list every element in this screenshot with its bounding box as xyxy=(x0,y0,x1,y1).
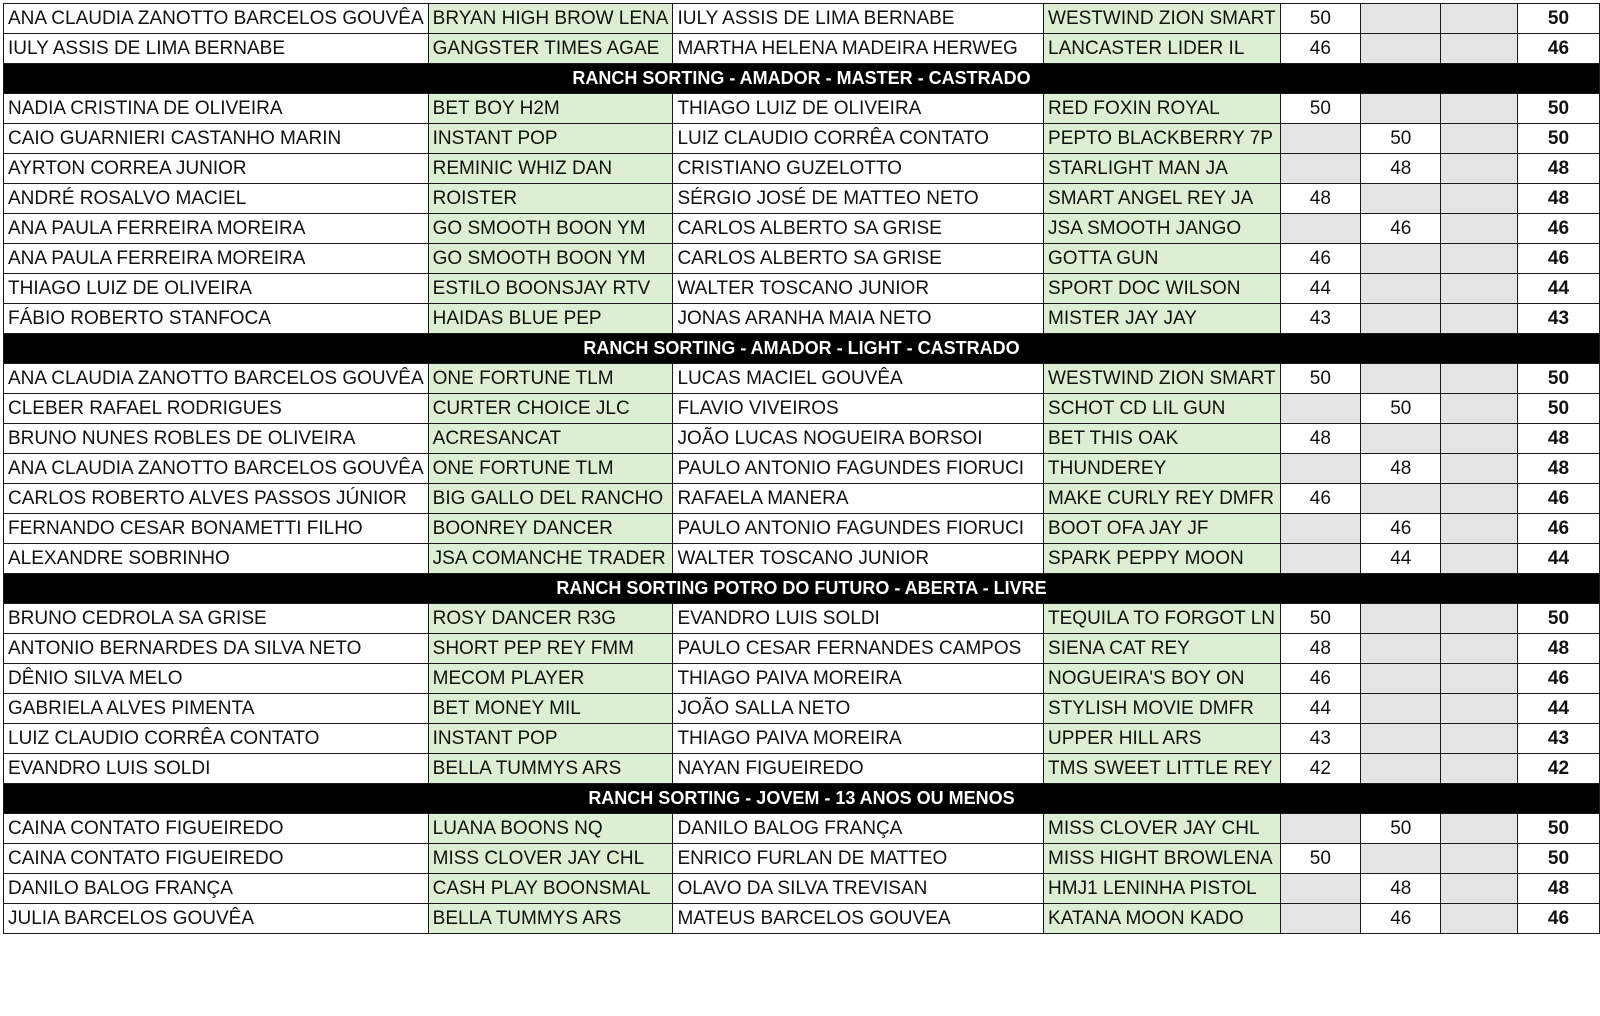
table-row xyxy=(4,724,1600,754)
score-1-cell xyxy=(1280,154,1360,184)
horse-2-cell: TEQUILA TO FORGOT LN xyxy=(1044,604,1281,634)
horse-1-cell: GO SMOOTH BOON YM xyxy=(428,244,673,274)
score-2-cell: 50 xyxy=(1361,394,1441,424)
horse-1-cell: CURTER CHOICE JLC xyxy=(428,394,673,424)
rider-1-cell: CAINA CONTATO FIGUEIREDO xyxy=(4,844,429,874)
rider-1-cell: JULIA BARCELOS GOUVÊA xyxy=(4,904,429,934)
table-row xyxy=(4,904,1600,934)
score-1-cell: 48 xyxy=(1280,424,1360,454)
horse-2-cell: MISS HIGHT BROWLENA xyxy=(1044,844,1281,874)
horse-1-cell: GANGSTER TIMES AGAE xyxy=(428,34,673,64)
horse-2-cell: SPORT DOC WILSON xyxy=(1044,274,1281,304)
rider-2-cell: THIAGO PAIVA MOREIRA xyxy=(673,664,1044,694)
table-row xyxy=(4,154,1600,184)
score-3-cell xyxy=(1441,454,1517,484)
total-cell: 46 xyxy=(1517,514,1599,544)
score-3-cell xyxy=(1441,814,1517,844)
table-row xyxy=(4,484,1600,514)
table-row xyxy=(4,244,1600,274)
table-row xyxy=(4,814,1600,844)
horse-1-cell: BELLA TUMMYS ARS xyxy=(428,904,673,934)
total-cell: 46 xyxy=(1517,484,1599,514)
score-1-cell: 50 xyxy=(1280,604,1360,634)
rider-1-cell: CARLOS ROBERTO ALVES PASSOS JÚNIOR xyxy=(4,484,429,514)
score-1-cell: 43 xyxy=(1280,724,1360,754)
rider-1-cell: ANA CLAUDIA ZANOTTO BARCELOS GOUVÊA xyxy=(4,454,429,484)
score-1-cell: 46 xyxy=(1280,484,1360,514)
score-2-cell xyxy=(1361,604,1441,634)
table-row xyxy=(4,694,1600,724)
score-1-cell xyxy=(1280,544,1360,574)
rider-1-cell: ALEXANDRE SOBRINHO xyxy=(4,544,429,574)
horse-2-cell: KATANA MOON KADO xyxy=(1044,904,1281,934)
rider-1-cell: ANA PAULA FERREIRA MOREIRA xyxy=(4,214,429,244)
score-2-cell: 44 xyxy=(1361,544,1441,574)
horse-2-cell: NOGUEIRA'S BOY ON xyxy=(1044,664,1281,694)
score-3-cell xyxy=(1441,154,1517,184)
total-cell: 42 xyxy=(1517,754,1599,784)
score-3-cell xyxy=(1441,724,1517,754)
results-table-body xyxy=(4,4,1600,934)
section-header-row xyxy=(4,64,1600,94)
score-2-cell xyxy=(1361,754,1441,784)
rider-2-cell: LUCAS MACIEL GOUVÊA xyxy=(673,364,1044,394)
table-row xyxy=(4,874,1600,904)
score-3-cell xyxy=(1441,274,1517,304)
horse-2-cell: GOTTA GUN xyxy=(1044,244,1281,274)
rider-2-cell: CRISTIANO GUZELOTTO xyxy=(673,154,1044,184)
section-title: RANCH SORTING - JOVEM - 13 ANOS OU MENOS xyxy=(4,784,1600,814)
score-1-cell: 43 xyxy=(1280,304,1360,334)
total-cell: 50 xyxy=(1517,604,1599,634)
horse-1-cell: ONE FORTUNE TLM xyxy=(428,454,673,484)
horse-1-cell: BET MONEY MIL xyxy=(428,694,673,724)
horse-1-cell: GO SMOOTH BOON YM xyxy=(428,214,673,244)
rider-2-cell: FLAVIO VIVEIROS xyxy=(673,394,1044,424)
rider-2-cell: JOÃO SALLA NETO xyxy=(673,694,1044,724)
score-3-cell xyxy=(1441,304,1517,334)
total-cell: 43 xyxy=(1517,724,1599,754)
table-row xyxy=(4,844,1600,874)
score-3-cell xyxy=(1441,34,1517,64)
rider-1-cell: NADIA CRISTINA DE OLIVEIRA xyxy=(4,94,429,124)
score-1-cell xyxy=(1280,454,1360,484)
total-cell: 50 xyxy=(1517,814,1599,844)
score-1-cell: 50 xyxy=(1280,844,1360,874)
score-1-cell: 50 xyxy=(1280,364,1360,394)
table-row xyxy=(4,424,1600,454)
rider-1-cell: CAINA CONTATO FIGUEIREDO xyxy=(4,814,429,844)
horse-1-cell: ROISTER xyxy=(428,184,673,214)
table-row xyxy=(4,94,1600,124)
rider-2-cell: WALTER TOSCANO JUNIOR xyxy=(673,274,1044,304)
score-2-cell xyxy=(1361,274,1441,304)
total-cell: 44 xyxy=(1517,694,1599,724)
rider-2-cell: SÉRGIO JOSÉ DE MATTEO NETO xyxy=(673,184,1044,214)
rider-1-cell: EVANDRO LUIS SOLDI xyxy=(4,754,429,784)
rider-2-cell: PAULO CESAR FERNANDES CAMPOS xyxy=(673,634,1044,664)
table-row xyxy=(4,664,1600,694)
rider-2-cell: JOÃO LUCAS NOGUEIRA BORSOI xyxy=(673,424,1044,454)
score-1-cell xyxy=(1280,214,1360,244)
total-cell: 48 xyxy=(1517,184,1599,214)
rider-2-cell: JONAS ARANHA MAIA NETO xyxy=(673,304,1044,334)
score-2-cell xyxy=(1361,424,1441,454)
score-2-cell xyxy=(1361,94,1441,124)
rider-2-cell: OLAVO DA SILVA TREVISAN xyxy=(673,874,1044,904)
horse-2-cell: PEPTO BLACKBERRY 7P xyxy=(1044,124,1281,154)
total-cell: 44 xyxy=(1517,544,1599,574)
table-row xyxy=(4,514,1600,544)
score-1-cell: 50 xyxy=(1280,4,1360,34)
table-row xyxy=(4,4,1600,34)
rider-2-cell: ENRICO FURLAN DE MATTEO xyxy=(673,844,1044,874)
total-cell: 46 xyxy=(1517,34,1599,64)
rider-2-cell: CARLOS ALBERTO SA GRISE xyxy=(673,244,1044,274)
score-3-cell xyxy=(1441,544,1517,574)
horse-1-cell: BELLA TUMMYS ARS xyxy=(428,754,673,784)
rider-1-cell: DANILO BALOG FRANÇA xyxy=(4,874,429,904)
rider-1-cell: FERNANDO CESAR BONAMETTI FILHO xyxy=(4,514,429,544)
score-1-cell: 44 xyxy=(1280,694,1360,724)
score-2-cell xyxy=(1361,664,1441,694)
rider-2-cell: DANILO BALOG FRANÇA xyxy=(673,814,1044,844)
horse-2-cell: WESTWIND ZION SMART xyxy=(1044,364,1281,394)
total-cell: 48 xyxy=(1517,154,1599,184)
score-3-cell xyxy=(1441,664,1517,694)
score-3-cell xyxy=(1441,604,1517,634)
score-2-cell xyxy=(1361,844,1441,874)
total-cell: 50 xyxy=(1517,4,1599,34)
score-1-cell xyxy=(1280,124,1360,154)
rider-1-cell: BRUNO CEDROLA SA GRISE xyxy=(4,604,429,634)
rider-1-cell: LUIZ CLAUDIO CORRÊA CONTATO xyxy=(4,724,429,754)
score-3-cell xyxy=(1441,634,1517,664)
score-2-cell xyxy=(1361,4,1441,34)
table-row xyxy=(4,604,1600,634)
section-header-row xyxy=(4,574,1600,604)
section-header-row xyxy=(4,334,1600,364)
score-1-cell xyxy=(1280,874,1360,904)
horse-1-cell: SHORT PEP REY FMM xyxy=(428,634,673,664)
rider-1-cell: ANTONIO BERNARDES DA SILVA NETO xyxy=(4,634,429,664)
score-3-cell xyxy=(1441,424,1517,454)
rider-2-cell: IULY ASSIS DE LIMA BERNABE xyxy=(673,4,1044,34)
score-2-cell: 50 xyxy=(1361,124,1441,154)
score-2-cell: 46 xyxy=(1361,904,1441,934)
score-2-cell xyxy=(1361,304,1441,334)
rider-2-cell: CARLOS ALBERTO SA GRISE xyxy=(673,214,1044,244)
rider-2-cell: EVANDRO LUIS SOLDI xyxy=(673,604,1044,634)
score-3-cell xyxy=(1441,394,1517,424)
rider-2-cell: THIAGO LUIZ DE OLIVEIRA xyxy=(673,94,1044,124)
horse-1-cell: MISS CLOVER JAY CHL xyxy=(428,844,673,874)
horse-1-cell: MECOM PLAYER xyxy=(428,664,673,694)
score-1-cell: 46 xyxy=(1280,34,1360,64)
section-title: RANCH SORTING - AMADOR - MASTER - CASTRADO xyxy=(4,64,1600,94)
horse-2-cell: SCHOT CD LIL GUN xyxy=(1044,394,1281,424)
score-2-cell xyxy=(1361,694,1441,724)
score-2-cell xyxy=(1361,244,1441,274)
total-cell: 46 xyxy=(1517,244,1599,274)
horse-1-cell: LUANA BOONS NQ xyxy=(428,814,673,844)
rider-2-cell: RAFAELA MANERA xyxy=(673,484,1044,514)
total-cell: 46 xyxy=(1517,904,1599,934)
horse-1-cell: ACRESANCAT xyxy=(428,424,673,454)
horse-2-cell: UPPER HILL ARS xyxy=(1044,724,1281,754)
table-row xyxy=(4,544,1600,574)
score-2-cell xyxy=(1361,724,1441,754)
horse-1-cell: ONE FORTUNE TLM xyxy=(428,364,673,394)
rider-1-cell: ANDRÉ ROSALVO MACIEL xyxy=(4,184,429,214)
total-cell: 50 xyxy=(1517,394,1599,424)
results-table xyxy=(3,3,1600,934)
rider-1-cell: CLEBER RAFAEL RODRIGUES xyxy=(4,394,429,424)
score-3-cell xyxy=(1441,94,1517,124)
rider-1-cell: ANA CLAUDIA ZANOTTO BARCELOS GOUVÊA xyxy=(4,364,429,394)
table-row xyxy=(4,394,1600,424)
total-cell: 46 xyxy=(1517,664,1599,694)
rider-2-cell: NAYAN FIGUEIREDO xyxy=(673,754,1044,784)
table-row xyxy=(4,184,1600,214)
horse-2-cell: STYLISH MOVIE DMFR xyxy=(1044,694,1281,724)
score-2-cell: 48 xyxy=(1361,874,1441,904)
rider-2-cell: WALTER TOSCANO JUNIOR xyxy=(673,544,1044,574)
score-2-cell: 46 xyxy=(1361,214,1441,244)
rider-1-cell: ANA PAULA FERREIRA MOREIRA xyxy=(4,244,429,274)
section-title: RANCH SORTING - AMADOR - LIGHT - CASTRADO xyxy=(4,334,1600,364)
horse-2-cell: THUNDEREY xyxy=(1044,454,1281,484)
rider-1-cell: AYRTON CORREA JUNIOR xyxy=(4,154,429,184)
rider-2-cell: PAULO ANTONIO FAGUNDES FIORUCI xyxy=(673,454,1044,484)
horse-2-cell: STARLIGHT MAN JA xyxy=(1044,154,1281,184)
score-1-cell: 48 xyxy=(1280,634,1360,664)
table-row xyxy=(4,304,1600,334)
score-3-cell xyxy=(1441,514,1517,544)
horse-1-cell: HAIDAS BLUE PEP xyxy=(428,304,673,334)
score-1-cell: 50 xyxy=(1280,94,1360,124)
score-3-cell xyxy=(1441,184,1517,214)
horse-2-cell: SMART ANGEL REY JA xyxy=(1044,184,1281,214)
horse-1-cell: BRYAN HIGH BROW LENA xyxy=(428,4,673,34)
score-3-cell xyxy=(1441,124,1517,154)
total-cell: 50 xyxy=(1517,844,1599,874)
rider-1-cell: GABRIELA ALVES PIMENTA xyxy=(4,694,429,724)
rider-1-cell: BRUNO NUNES ROBLES DE OLIVEIRA xyxy=(4,424,429,454)
score-2-cell: 46 xyxy=(1361,514,1441,544)
horse-2-cell: MISS CLOVER JAY CHL xyxy=(1044,814,1281,844)
rider-1-cell: CAIO GUARNIERI CASTANHO MARIN xyxy=(4,124,429,154)
rider-1-cell: THIAGO LUIZ DE OLIVEIRA xyxy=(4,274,429,304)
horse-1-cell: BOONREY DANCER xyxy=(428,514,673,544)
score-1-cell: 44 xyxy=(1280,274,1360,304)
total-cell: 44 xyxy=(1517,274,1599,304)
total-cell: 50 xyxy=(1517,124,1599,154)
horse-2-cell: HMJ1 LENINHA PISTOL xyxy=(1044,874,1281,904)
horse-2-cell: WESTWIND ZION SMART xyxy=(1044,4,1281,34)
score-3-cell xyxy=(1441,844,1517,874)
horse-1-cell: REMINIC WHIZ DAN xyxy=(428,154,673,184)
horse-1-cell: ESTILO BOONSJAY RTV xyxy=(428,274,673,304)
horse-2-cell: SIENA CAT REY xyxy=(1044,634,1281,664)
total-cell: 48 xyxy=(1517,424,1599,454)
score-2-cell xyxy=(1361,184,1441,214)
score-3-cell xyxy=(1441,694,1517,724)
table-row xyxy=(4,214,1600,244)
horse-1-cell: BET BOY H2M xyxy=(428,94,673,124)
horse-1-cell: INSTANT POP xyxy=(428,724,673,754)
score-2-cell xyxy=(1361,34,1441,64)
total-cell: 43 xyxy=(1517,304,1599,334)
score-3-cell xyxy=(1441,4,1517,34)
horse-1-cell: INSTANT POP xyxy=(428,124,673,154)
score-3-cell xyxy=(1441,754,1517,784)
horse-2-cell: RED FOXIN ROYAL xyxy=(1044,94,1281,124)
horse-2-cell: SPARK PEPPY MOON xyxy=(1044,544,1281,574)
horse-2-cell: LANCASTER LIDER IL xyxy=(1044,34,1281,64)
score-1-cell: 46 xyxy=(1280,244,1360,274)
rider-2-cell: LUIZ CLAUDIO CORRÊA CONTATO xyxy=(673,124,1044,154)
score-2-cell xyxy=(1361,484,1441,514)
horse-1-cell: JSA COMANCHE TRADER xyxy=(428,544,673,574)
table-row xyxy=(4,34,1600,64)
score-1-cell xyxy=(1280,514,1360,544)
rider-1-cell: IULY ASSIS DE LIMA BERNABE xyxy=(4,34,429,64)
rider-1-cell: FÁBIO ROBERTO STANFOCA xyxy=(4,304,429,334)
horse-2-cell: MISTER JAY JAY xyxy=(1044,304,1281,334)
score-2-cell: 48 xyxy=(1361,454,1441,484)
score-1-cell: 42 xyxy=(1280,754,1360,784)
horse-2-cell: BOOT OFA JAY JF xyxy=(1044,514,1281,544)
total-cell: 46 xyxy=(1517,214,1599,244)
score-1-cell: 48 xyxy=(1280,184,1360,214)
score-3-cell xyxy=(1441,244,1517,274)
table-row xyxy=(4,754,1600,784)
rider-2-cell: MARTHA HELENA MADEIRA HERWEG xyxy=(673,34,1044,64)
section-header-row xyxy=(4,784,1600,814)
score-1-cell xyxy=(1280,814,1360,844)
score-3-cell xyxy=(1441,484,1517,514)
total-cell: 48 xyxy=(1517,634,1599,664)
score-2-cell: 48 xyxy=(1361,154,1441,184)
rider-1-cell: DÊNIO SILVA MELO xyxy=(4,664,429,694)
horse-2-cell: JSA SMOOTH JANGO xyxy=(1044,214,1281,244)
score-2-cell xyxy=(1361,364,1441,394)
table-row xyxy=(4,274,1600,304)
section-title: RANCH SORTING POTRO DO FUTURO - ABERTA - LIVRE xyxy=(4,574,1600,604)
rider-2-cell: THIAGO PAIVA MOREIRA xyxy=(673,724,1044,754)
total-cell: 50 xyxy=(1517,94,1599,124)
horse-2-cell: MAKE CURLY REY DMFR xyxy=(1044,484,1281,514)
score-3-cell xyxy=(1441,364,1517,394)
score-3-cell xyxy=(1441,874,1517,904)
score-3-cell xyxy=(1441,904,1517,934)
horse-2-cell: TMS SWEET LITTLE REY xyxy=(1044,754,1281,784)
horse-1-cell: BIG GALLO DEL RANCHO xyxy=(428,484,673,514)
horse-2-cell: BET THIS OAK xyxy=(1044,424,1281,454)
table-row xyxy=(4,634,1600,664)
score-1-cell xyxy=(1280,394,1360,424)
rider-2-cell: MATEUS BARCELOS GOUVEA xyxy=(673,904,1044,934)
score-1-cell xyxy=(1280,904,1360,934)
score-1-cell: 46 xyxy=(1280,664,1360,694)
table-row xyxy=(4,124,1600,154)
total-cell: 48 xyxy=(1517,874,1599,904)
rider-1-cell: ANA CLAUDIA ZANOTTO BARCELOS GOUVÊA xyxy=(4,4,429,34)
total-cell: 50 xyxy=(1517,364,1599,394)
total-cell: 48 xyxy=(1517,454,1599,484)
rider-2-cell: PAULO ANTONIO FAGUNDES FIORUCI xyxy=(673,514,1044,544)
table-row xyxy=(4,364,1600,394)
horse-1-cell: ROSY DANCER R3G xyxy=(428,604,673,634)
score-2-cell xyxy=(1361,634,1441,664)
table-row xyxy=(4,454,1600,484)
score-2-cell: 50 xyxy=(1361,814,1441,844)
score-3-cell xyxy=(1441,214,1517,244)
horse-1-cell: CASH PLAY BOONSMAL xyxy=(428,874,673,904)
